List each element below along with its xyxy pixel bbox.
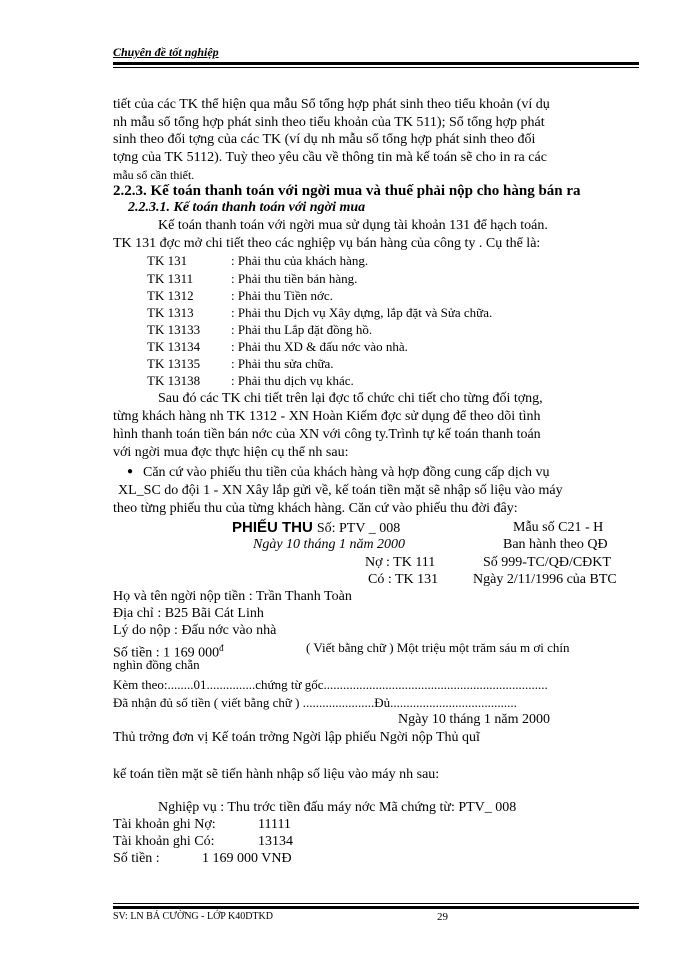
account-row xyxy=(147,339,408,355)
account-desc: : Phải thu của khách hàng. xyxy=(231,253,369,268)
account-row xyxy=(147,253,368,269)
intro-line: nh mẫu sổ tổng hợp phát sinh theo tiểu khoản của TK 511); Sổ tổng hợp phát xyxy=(113,115,545,130)
account-desc: : Phải thu tiền bán hàng. xyxy=(231,271,358,286)
entry-operation: Nghiệp vụ : Thu trớc tiền đấu máy nớc Mã chứng từ: PTV_ 008 xyxy=(158,800,517,815)
receipt-address: Địa chỉ : B25 Bãi Cát Linh xyxy=(113,606,264,621)
account-code: TK 13134 xyxy=(147,339,201,354)
account-code: TK 13133 xyxy=(147,322,201,337)
bullet-line: XL_SC do đội 1 - XN Xây lắp gửi về, kế toán tiền mặt sẽ nhập số liệu vào máy xyxy=(118,483,563,498)
entry-credit-value: 13134 xyxy=(258,834,293,849)
receipt-amount-label: Số tiền : 1 169 000 xyxy=(113,645,220,661)
footer-rule-thin xyxy=(113,903,639,904)
account-row xyxy=(147,322,372,338)
receipt-received: Đã nhận đủ số tiền ( viết bằng chữ ) ......................Đủ....................................... xyxy=(113,695,517,710)
receipt-sign-date: Ngày 10 tháng 1 năm 2000 xyxy=(398,712,551,727)
entry-amount-label: Số tiền : xyxy=(113,851,160,866)
account-code: TK 13135 xyxy=(147,356,201,371)
receipt-reason: Lý do nộp : Đấu nớc vào nhà xyxy=(113,623,277,638)
account-row xyxy=(147,373,354,389)
page-number: 29 xyxy=(437,911,448,923)
intro-line: tiết của các TK thể hiện qua mẫu Sổ tổng hợp phát sinh theo tiểu khoản (ví dụ xyxy=(113,97,550,112)
para2-line: từng khách hàng nh TK 1312 - XN Hoàn Kiếm đợc sử dụng để theo dõi tình xyxy=(113,409,541,424)
account-desc: : Phải thu Tiền nớc. xyxy=(231,288,333,303)
page-header-title: Chuyên đề tốt nghiệp xyxy=(113,45,219,59)
receipt-decision-date: Ngày 2/11/1996 của BTC xyxy=(473,572,617,587)
receipt-number: Số: PTV _ 008 xyxy=(316,521,401,536)
entry-amount-value: 1 169 000 VNĐ xyxy=(202,851,292,866)
account-desc: : Phải thu dịch vụ khác. xyxy=(231,373,354,388)
receipt-amount-words: ( Viết bằng chữ ) Một triệu một trăm sáu m ơi chín xyxy=(306,640,570,655)
account-desc: : Phải thu Dịch vụ Xây dựng, lắp đặt và Sửa chữa. xyxy=(231,305,493,320)
account-code: TK 131 xyxy=(147,253,188,268)
bullet-icon: ● xyxy=(127,466,134,477)
receipt-title: PHIẾU THU xyxy=(232,519,313,536)
bullet-line: Căn cứ vào phiếu thu tiền của khách hàng và hợp đồng cung cấp dịch vụ xyxy=(143,465,550,480)
intro-line: tợng của TK 5112). Tuỳ theo yêu cầu về thông tin mà kế toán sẽ cho in ra các xyxy=(113,150,547,165)
account-code: TK 1313 xyxy=(147,305,194,320)
account-code: TK 1311 xyxy=(147,271,194,286)
entry-debit-value: 11111 xyxy=(258,817,291,832)
receipt-date: Ngày 10 tháng 1 năm 2000 xyxy=(253,537,406,552)
account-desc: : Phải thu XD & đấu nớc vào nhà. xyxy=(231,339,408,354)
bullet-line: theo từng phiếu thu của từng khách hàng. Căn cứ vào phiếu thu đời đây: xyxy=(113,501,518,516)
after-receipt-line: kế toán tiền mặt sẽ tiến hành nhập số liệu vào máy nh sau: xyxy=(113,767,440,782)
header-rule-thin xyxy=(113,67,639,68)
receipt-debit: Nợ : TK 111 xyxy=(365,555,436,570)
receipt-payer: Họ và tên ngời nộp tiền : Trần Thanh Toàn xyxy=(113,589,352,604)
receipt-form-no: Mẫu số C21 - H xyxy=(513,520,604,535)
header-rule-thick xyxy=(113,62,639,65)
intro-line: mẫu sổ cần thiết. xyxy=(113,168,195,182)
para2-line: Sau đó các TK chi tiết trên lại đợc tổ chức chi tiết cho từng đối tợng, xyxy=(158,391,543,406)
receipt-signatures: Thủ trởng đơn vị Kế toán trởng Ngời lập phiếu Ngời nộp Thủ quĩ xyxy=(113,730,480,745)
account-desc: : Phải thu Lắp đặt đồng hồ. xyxy=(231,322,373,337)
intro-line: sinh theo đối tợng của các TK (ví dụ nh mẫu sổ tổng hợp phát sinh theo đối xyxy=(113,132,536,147)
account-code: TK 1312 xyxy=(147,288,194,303)
entry-credit-label: Tài khoản ghi Có: xyxy=(113,834,215,849)
account-code: TK 13138 xyxy=(147,373,201,388)
receipt-attached: Kèm theo:........01...............chứng từ gốc..................................................................... xyxy=(113,677,548,692)
account-row xyxy=(147,288,333,304)
receipt-decision: Số 999-TC/QĐ/CĐKT xyxy=(483,555,611,570)
receipt-amount-words-cont: nghìn đồng chẵn xyxy=(113,657,200,672)
footer-rule-thick xyxy=(113,906,639,909)
para1-line: TK 131 đợc mở chi tiết theo các nghiệp vụ bán hàng của công ty . Cụ thể là: xyxy=(113,236,541,251)
account-row xyxy=(147,305,492,321)
account-row xyxy=(147,356,334,372)
account-row xyxy=(147,271,357,287)
subsection-heading: 2.2.3.1. Kế toán thanh toán với ngời mua xyxy=(128,200,366,215)
receipt-issued: Ban hành theo QĐ xyxy=(503,537,608,552)
section-heading: 2.2.3. Kế toán thanh toán với ngời mua và thuế phải nộp cho hàng bán ra xyxy=(113,183,581,199)
para2-line: hình thanh toán tiền bán nớc của XN với công ty.Trình tự kế toán thanh toán xyxy=(113,427,541,442)
receipt-amount-sup: đ xyxy=(219,643,224,653)
account-desc: : Phải thu sửa chữa. xyxy=(231,356,334,371)
receipt-credit: Có : TK 131 xyxy=(368,572,439,587)
footer-author: SV: LN BÁ CƯỜNG - LỚP K40DTKD xyxy=(113,911,273,922)
entry-debit-label: Tài khoản ghi Nợ: xyxy=(113,817,216,832)
para2-line: với ngời mua đợc thực hiện cụ thể nh sau: xyxy=(113,445,349,460)
para1-line: Kế toán thanh toán với ngời mua sử dụng tài khoản 131 để hạch toán. xyxy=(158,218,548,233)
